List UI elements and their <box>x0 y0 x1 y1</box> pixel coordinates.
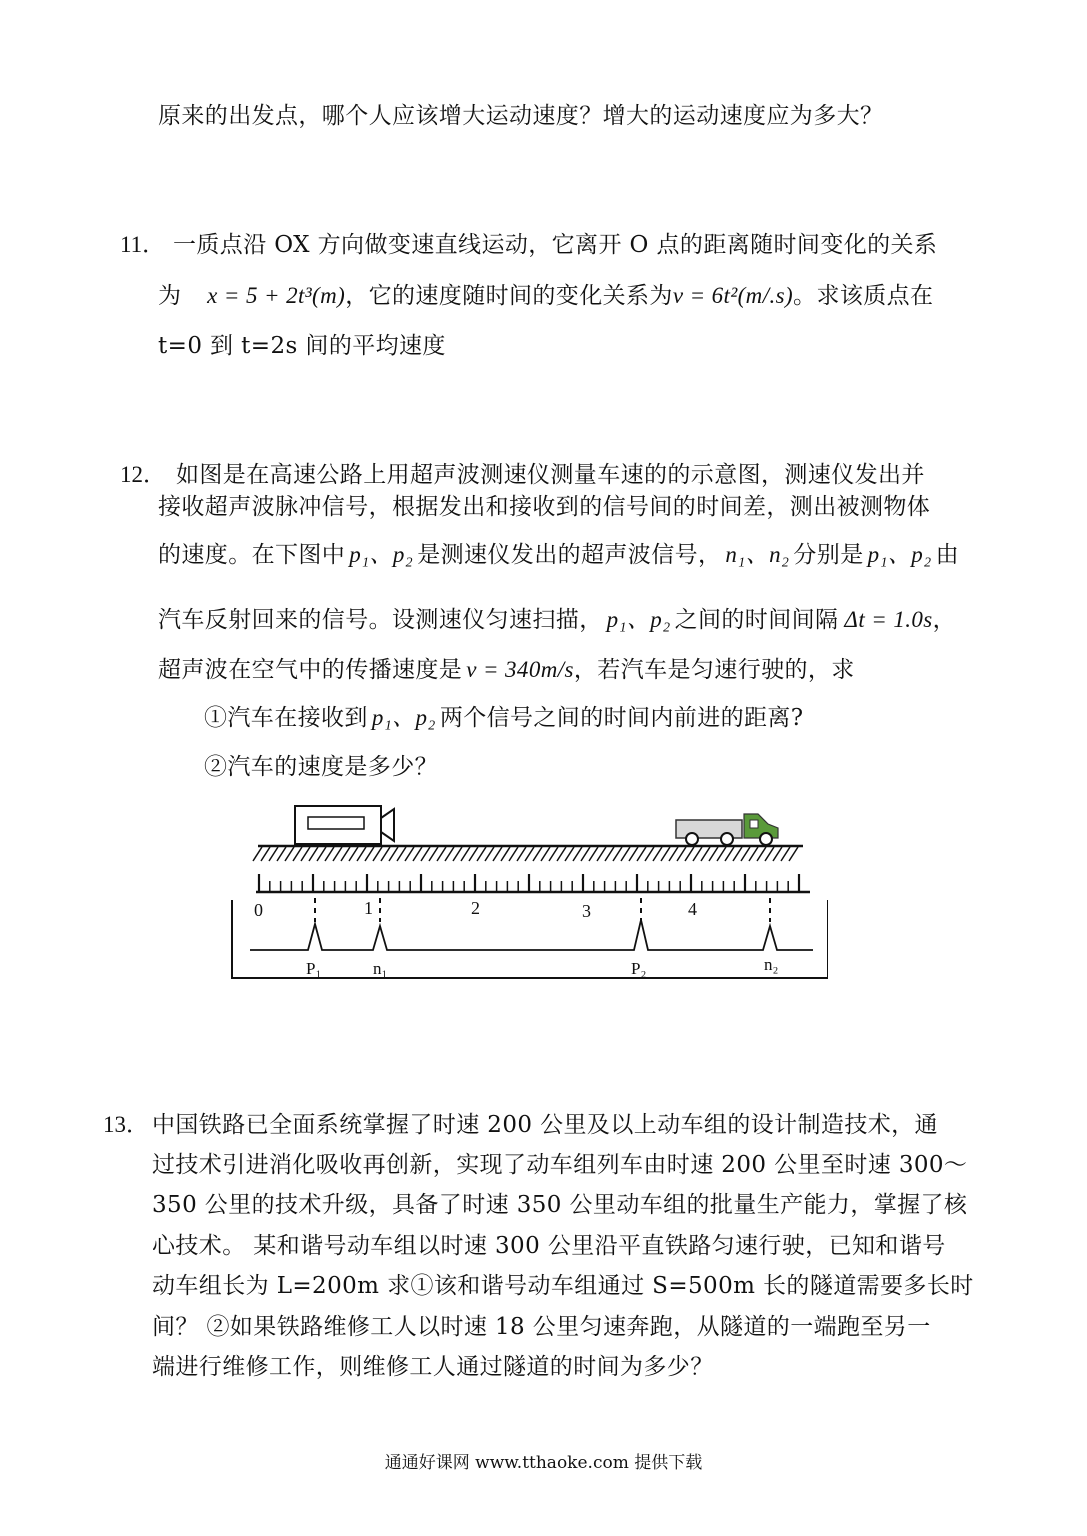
road-hatch-line <box>429 847 438 861</box>
q12-delta-t: Δt = 1.0s <box>844 607 933 632</box>
road-hatch-line <box>717 847 726 861</box>
road-hatch-line <box>741 847 750 861</box>
q13-line1: 中国铁路已全面系统掌握了时速 200 公里及以上动车组的设计制造技术，通 <box>152 1112 938 1138</box>
road-hatch-line <box>325 847 334 861</box>
q11-formula-v: v = 6t²(m/.s) <box>672 283 794 308</box>
q11-line2 <box>158 281 933 311</box>
q12-line2: 接收超声波脉冲信号，根据发出和接收到的信号间的时间差，测出被测物体 <box>158 494 931 520</box>
road-hatch-line <box>461 847 470 861</box>
road-hatch-line <box>509 847 518 861</box>
road-hatch-line <box>541 847 550 861</box>
road-hatch-line <box>469 847 478 861</box>
pulse-label-n2: n₂ <box>764 955 779 974</box>
q12-p1p2-c: p₁、p₂ <box>606 607 671 632</box>
road-hatch-line <box>765 847 774 861</box>
q12-number: 12． <box>120 462 166 487</box>
q12-sub2: ②汽车的速度是多少？ <box>204 754 438 780</box>
q12-sub1 <box>204 703 804 733</box>
pulse-label-n1: n₁ <box>373 959 388 978</box>
road-hatch-line <box>533 847 542 861</box>
road-hatch-line <box>549 847 558 861</box>
q12-n1n2: n₁、n₂ <box>725 542 790 567</box>
q11-formula-x: x = 5 + 2t³(m) <box>207 283 346 308</box>
scale-label-2: 2 <box>471 898 480 918</box>
q12-line5-b: ，若汽车是匀速行驶的，求 <box>573 657 855 683</box>
q12-speed: v = 340m/s <box>466 657 574 682</box>
q12-sub1-b: 两个信号之间的时间内前进的距离? <box>439 705 804 731</box>
road-hatch-line <box>485 847 494 861</box>
q13-line6: 间？ ②如果铁路维修工人以时速 18 公里匀速奔跑，从隧道的一端跑至另一 <box>152 1314 931 1340</box>
q12-line3 <box>158 540 959 570</box>
road-hatch-line <box>501 847 510 861</box>
road-hatch-line <box>357 847 366 861</box>
q12-line5-a: 超声波在空气中的传播速度是 <box>158 657 463 683</box>
q13-line3: 350 公里的技术升级，具备了时速 350 公里动车组的批量生产能力，掌握了核 <box>152 1192 968 1218</box>
road-hatch-line <box>349 847 358 861</box>
pulse-label-p2: P₂ <box>631 959 647 978</box>
road-hatch-line <box>589 847 598 861</box>
road-hatch-line <box>253 847 262 861</box>
road-hatch-line <box>365 847 374 861</box>
q11-number: 11． <box>120 232 166 257</box>
q12-line3-a: 的速度。在下图中 <box>158 542 346 568</box>
road-hatch-line <box>517 847 526 861</box>
road-hatch-line <box>677 847 686 861</box>
road-hatch-line <box>445 847 454 861</box>
road-hatch-line <box>381 847 390 861</box>
q12-line1: 如图是在高速公路上用超声波测速仪测量车速的的示意图，测速仪发出并 <box>176 462 925 488</box>
road-hatch-line <box>693 847 702 861</box>
scanner-screen-frame <box>232 900 828 978</box>
road-hatch-line <box>661 847 670 861</box>
q12-p1p2-a: p₁、p₂ <box>349 542 414 567</box>
q13-number: 13． <box>103 1112 149 1137</box>
scale-label-0: 0 <box>254 900 263 920</box>
road-hatch-line <box>341 847 350 861</box>
road-hatch-line <box>685 847 694 861</box>
road-hatch-line <box>421 847 430 861</box>
q12-line3-d: 由 <box>935 542 960 568</box>
road-hatch-line <box>437 847 446 861</box>
q12-line3-c: 分别是 <box>793 542 864 568</box>
road-hatch-line <box>621 847 630 861</box>
time-scale-ruler <box>256 874 810 892</box>
pulse-guide-lines <box>315 898 770 922</box>
continuation-line: 原来的出发点，哪个人应该增大运动速度？增大的运动速度应为多大？ <box>158 103 884 129</box>
page-footer: 通通好课网 www.tthaoke.com 提供下载 <box>384 1453 703 1473</box>
q13-line2: 过技术引进消化吸收再创新，实现了动车组列车由时速 200 公里至时速 300～ <box>152 1152 968 1178</box>
road-hatch-line <box>605 847 614 861</box>
road-hatch-line <box>397 847 406 861</box>
road-hatch-line <box>277 847 286 861</box>
road-hatch-line <box>285 847 294 861</box>
road-hatch-line <box>333 847 342 861</box>
road-hatch-line <box>613 847 622 861</box>
road-hatch-line <box>573 847 582 861</box>
signal-trace <box>250 920 813 950</box>
q11-line3: t=0 到 t=2s 间的平均速度 <box>158 333 446 359</box>
scale-label-4: 4 <box>688 899 697 919</box>
road-hatch-line <box>389 847 398 861</box>
pulse-label-p1: P₁ <box>306 959 322 978</box>
q12-line4-a: 汽车反射回来的信号。设测速仪匀速扫描， <box>158 607 603 633</box>
road-hatch-line <box>701 847 710 861</box>
road-hatch-line <box>629 847 638 861</box>
q11-line2-prefix: 为 <box>158 283 182 309</box>
road-hatch-line <box>493 847 502 861</box>
road-hatch-line <box>477 847 486 861</box>
q12-line3-b: 是测速仪发出的超声波信号， <box>417 542 722 568</box>
road-hatch-line <box>373 847 382 861</box>
road-hatch-line <box>453 847 462 861</box>
q13-line4: 心技术。 某和谐号动车组以时速 300 公里沿平直铁路匀速行驶，已知和谐号 <box>152 1233 946 1259</box>
road-hatch-line <box>757 847 766 861</box>
road-hatch-line <box>405 847 414 861</box>
road-hatch-line <box>773 847 782 861</box>
road-hatch-line <box>413 847 422 861</box>
q12-p1p2-b: p₁、p₂ <box>867 542 932 567</box>
q13-line5: 动车组长为 L=200m 求①该和谐号动车组通过 S=500m 长的隧道需要多长时 <box>152 1273 974 1299</box>
road-hatch-line <box>557 847 566 861</box>
road-hatch-line <box>293 847 302 861</box>
q12-sub1-a: ①汽车在接收到 <box>204 705 368 731</box>
road-hatch-line <box>565 847 574 861</box>
road-hatch-line <box>317 847 326 861</box>
road-hatch-line <box>301 847 310 861</box>
road-hatch-line <box>781 847 790 861</box>
q12-line5 <box>158 655 855 685</box>
q13-line7: 端进行维修工作，则维修工人通过隧道的时间为多少？ <box>152 1354 714 1380</box>
road-hatch-line <box>789 847 798 861</box>
road-hatch-line <box>525 847 534 861</box>
road-hatch-line <box>261 847 270 861</box>
road-hatch-line <box>309 847 318 861</box>
road-hatch-line <box>597 847 606 861</box>
road-hatch-line <box>725 847 734 861</box>
road-hatch-line <box>749 847 758 861</box>
ultrasonic-speed-diagram <box>228 798 828 988</box>
road-hatch-line <box>733 847 742 861</box>
road <box>253 846 803 861</box>
road-hatch-line <box>637 847 646 861</box>
road-hatch-line <box>709 847 718 861</box>
q12-line4 <box>158 605 956 635</box>
scale-label-3: 3 <box>582 901 591 921</box>
q12-line4-b: 之间的时间间隔 <box>674 607 839 633</box>
road-hatch-line <box>653 847 662 861</box>
road-hatch-line <box>669 847 678 861</box>
q11-line2-mid: ，它的速度随时间的变化关系为 <box>345 283 673 309</box>
q12-p1p2-d: p₁、p₂ <box>371 705 436 730</box>
q11-line1: 一质点沿 OX 方向做变速直线运动，它离开 O 点的距离随时间变化的关系 <box>173 232 938 258</box>
speed-meter-device <box>295 806 394 844</box>
q11-line2-suffix: 。求该质点在 <box>793 283 934 309</box>
q12-line4-c: ， <box>932 607 957 633</box>
road-hatch-line <box>581 847 590 861</box>
truck-icon <box>676 814 778 845</box>
scale-label-1: 1 <box>364 898 373 918</box>
road-hatch-line <box>645 847 654 861</box>
road-hatch-line <box>269 847 278 861</box>
